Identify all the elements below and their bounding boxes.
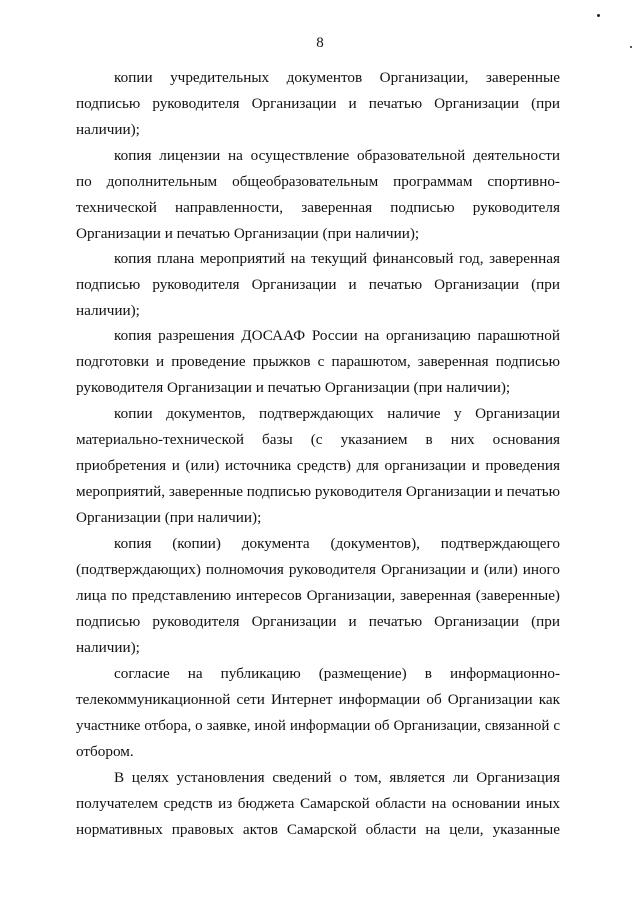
text-line: по дополнительным общеобразовательным программам спортивно- xyxy=(76,173,560,190)
text-line: копия лицензии на осуществление образовательной деятельности xyxy=(114,147,560,164)
text-line: копии документов, подтверждающих наличие у Организации xyxy=(114,405,560,422)
text-line: согласие на публикацию (размещение) в информационно- xyxy=(114,665,560,682)
text-line: подписью руководителя Организации и печатью Организации (при xyxy=(76,276,560,293)
text-line: нормативных правовых актов Самарской области на цели, указанные xyxy=(76,821,560,838)
scan-speck xyxy=(630,46,632,48)
text-line: подготовки и проведение прыжков с парашютом, заверенная подписью xyxy=(76,353,560,370)
text-line: (подтверждающих) полномочия руководителя Организации и (или) иного xyxy=(76,561,560,578)
text-line: Организации и печатью Организации (при наличии); xyxy=(76,225,420,242)
text-line: копия разрешения ДОСААФ России на организацию парашютной xyxy=(114,327,560,344)
text-line: наличии); xyxy=(76,302,140,319)
text-line: участнике отбора, о заявке, иной информации об Организации, связанной с xyxy=(76,718,560,734)
text-line: копия (копии) документа (документов), подтверждающего xyxy=(114,535,560,552)
text-line: наличии); xyxy=(76,121,140,138)
text-line: приобретения и (или) источника средств) для организации и проведения xyxy=(76,457,560,474)
text-line: Организации (при наличии); xyxy=(76,509,262,526)
scan-speck xyxy=(597,14,600,17)
text-line: отбором. xyxy=(76,743,134,760)
text-line: подписью руководителя Организации и печатью Организации (при xyxy=(76,613,560,630)
text-line: телекоммуникационной сети Интернет информации об Организации как xyxy=(76,691,560,708)
text-line: копия плана мероприятий на текущий финансовый год, заверенная xyxy=(114,250,560,267)
text-line: мероприятий, заверенные подписью руководителя Организации и печатью xyxy=(76,483,560,500)
text-line: подписью руководителя Организации и печатью Организации (при xyxy=(76,95,560,112)
text-line: руководителя Организации и печатью Организации (при наличии); xyxy=(76,379,511,396)
page-number: 8 xyxy=(316,35,324,51)
text-line: наличии); xyxy=(76,639,140,656)
text-line: получателем средств из бюджета Самарской области на основании иных xyxy=(76,795,560,812)
text-line: технической направленности, заверенная подписью руководителя xyxy=(76,199,560,216)
text-line: копии учредительных документов Организации, заверенные xyxy=(114,69,560,86)
text-line: В целях установления сведений о том, является ли Организация xyxy=(114,769,560,786)
text-line: лица по представлению интересов Организации, заверенная (заверенные) xyxy=(76,587,560,604)
text-line: материально-технической базы (с указанием в них основания xyxy=(76,431,560,448)
